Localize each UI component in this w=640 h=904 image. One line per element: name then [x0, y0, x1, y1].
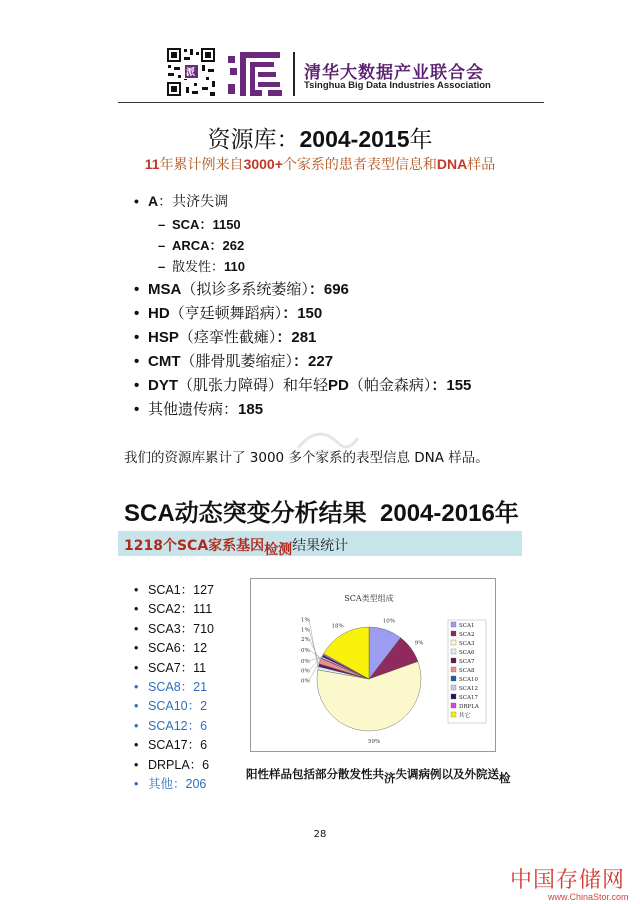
pie-data-label: 1% [301, 617, 310, 624]
watermark-cn: 中国存储网 [510, 868, 626, 893]
legend-swatch [451, 667, 456, 672]
legend-label: SCA12 [459, 686, 478, 692]
sca-list-label: SCA17：6 [148, 738, 208, 753]
sca-list-label: SCA3：710 [148, 621, 215, 636]
bullet: • [134, 738, 139, 753]
chart-title: SCA类型组成 [344, 594, 394, 603]
bullet: • [134, 757, 139, 772]
list-item-hd: • HD（亨廷顿舞蹈病）：150 [134, 304, 323, 322]
sca-list-label: SCA2：111 [148, 602, 213, 617]
legend-label: SCA6 [459, 650, 475, 656]
legend-label: SCA2 [459, 632, 475, 638]
org-name-en: Tsinghua Big Data Industries Association [304, 80, 491, 91]
pie-data-label: 0% [301, 668, 310, 675]
legend-label: SCA10 [459, 677, 478, 683]
pie-data-label: 0% [301, 648, 310, 654]
sca-list-item [134, 658, 206, 676]
bullet: • [134, 777, 139, 791]
legend-label: SCA3 [459, 641, 475, 647]
pie-data-label: 1% [301, 627, 310, 634]
section2-title: SCA动态突变分析结果 2004-2016年 [124, 499, 519, 527]
pie-data-label: 9% [414, 640, 424, 647]
list-item-hsp: • HSP（痉挛性截瘫）：281 [134, 328, 317, 346]
legend-swatch [451, 631, 456, 636]
sca-pie-chart [250, 578, 496, 752]
summary-paragraph: 我们的资源库累计了 3000 多个家系的表型信息 DNA 样品。 [124, 450, 489, 466]
watermark-url: www.ChinaStor.com [548, 892, 629, 902]
list-item-cmt: • CMT（腓骨肌萎缩症）：227 [134, 352, 334, 370]
sca-list-label: SCA6：12 [148, 641, 208, 656]
sca-list-label: 其他：206 [148, 777, 207, 791]
header-divider [293, 52, 295, 96]
legend-swatch [451, 685, 456, 690]
pie-data-label: 18% [331, 623, 344, 630]
chart-caption: 阳性样品包括部分散发性共济失调病例以及外院送检 [246, 767, 511, 785]
page-number: 28 [313, 829, 327, 840]
sca-list-item [134, 677, 207, 695]
list-item-msa: • MSA（拟诊多系统萎缩）：696 [134, 280, 349, 298]
legend-label: SCA7 [459, 659, 475, 665]
sca-list-item [134, 619, 214, 637]
legend-label: DRPLA [459, 704, 479, 710]
bullet: • [134, 583, 139, 597]
header-rule [118, 102, 544, 103]
org-name-cn: 清华大数据产业联合会 [304, 63, 484, 83]
legend-label: SCA1 [459, 623, 475, 629]
pie-leader-line [309, 619, 318, 668]
list-item-other-genetic: • 其他遗传病：185 [134, 400, 264, 418]
sca-list-label: SCA10：2 [148, 699, 208, 714]
sca-list-label: SCA7：11 [148, 660, 207, 675]
legend-label: 其它 [459, 713, 471, 719]
bullet: • [134, 621, 139, 636]
sca-list-item [134, 696, 207, 714]
legend-label: SCA8 [459, 668, 475, 674]
sca-list-label: SCA1：127 [148, 583, 215, 597]
sca-list-item [134, 638, 207, 656]
list-item-ataxia: • A：共济失调 [134, 193, 229, 210]
list-item-dyt-pd: • DYT（肌张力障碍）和年轻PD（帕金森病）：155 [134, 376, 472, 394]
legend-swatch [451, 712, 456, 717]
pie-data-label: 0% [301, 678, 310, 685]
list-subitem-sporadic: – 散发性：110 [158, 259, 245, 275]
bullet: • [134, 680, 139, 694]
pie-leader-line [309, 639, 320, 661]
legend-swatch [451, 649, 456, 654]
pie-data-label: 2% [301, 637, 310, 644]
sca-list-item [134, 735, 207, 753]
list-subitem-sca: – SCA：1150 [158, 217, 241, 232]
association-logo [228, 48, 284, 100]
sca-list-label: SCA8：21 [148, 680, 208, 694]
list-subitem-arca: – ARCA：262 [158, 238, 245, 253]
sca-list-item [134, 580, 214, 598]
legend-swatch [451, 703, 456, 708]
section1-title: 资源库：2004-2015年 [207, 126, 433, 153]
sca-list-item [134, 599, 212, 617]
sca-list-item [134, 716, 207, 734]
sca-list-label: SCA12：6 [148, 718, 208, 733]
bullet: • [134, 718, 139, 733]
bullet: • [134, 699, 139, 714]
sca-list-item [134, 755, 209, 773]
bullet: • [134, 660, 139, 675]
sca-list-item [134, 774, 206, 792]
legend-swatch [451, 694, 456, 699]
pie-data-label: 10% [382, 618, 396, 625]
bullet: • [134, 641, 139, 656]
legend-label: SCA17 [459, 695, 478, 701]
legend-swatch [451, 622, 456, 627]
legend-swatch [451, 676, 456, 681]
qr-center-mark: 派 [186, 68, 196, 78]
sca-list-label: DRPLA：6 [148, 757, 210, 772]
bullet: • [134, 602, 139, 617]
pie-data-label: 59% [367, 738, 381, 745]
stats-band-heading: 1218个SCA家系基因检测结果统计 [124, 538, 349, 558]
pie-leader-line [309, 629, 319, 665]
pie-data-label: 0% [301, 658, 310, 665]
legend-swatch [451, 658, 456, 663]
legend-swatch [451, 640, 456, 645]
section1-subtitle: 11年累计例来自3000+个家系的患者表型信息和DNA样品 [144, 156, 496, 173]
